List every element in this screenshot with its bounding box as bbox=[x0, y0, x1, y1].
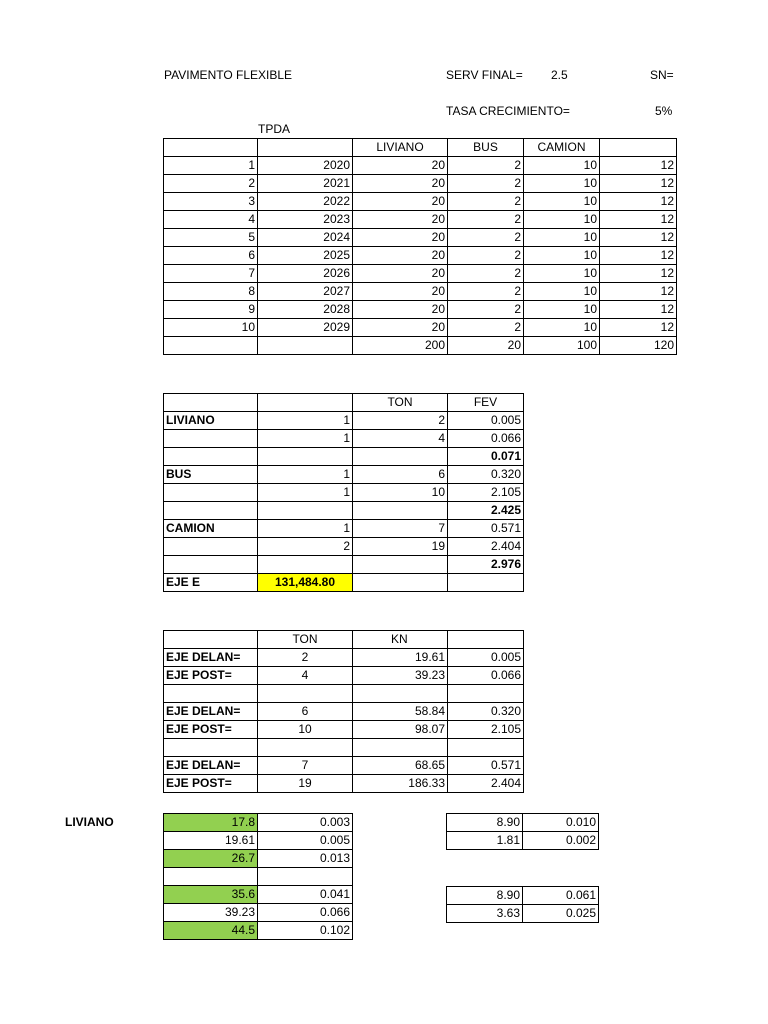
ejes-cell[interactable] bbox=[258, 685, 353, 703]
fev-cell[interactable] bbox=[353, 556, 448, 574]
fev-cell[interactable]: 19 bbox=[353, 538, 448, 556]
tpda-cell[interactable]: 10 bbox=[524, 283, 600, 301]
fev-header-cell[interactable] bbox=[164, 394, 258, 412]
tpda-cell[interactable]: 2 bbox=[448, 175, 524, 193]
liviano-cell-highlight[interactable]: 17.8 bbox=[164, 814, 258, 832]
tpda-header-bus[interactable]: BUS bbox=[448, 139, 524, 157]
fev-cell[interactable]: 0.066 bbox=[448, 430, 524, 448]
sheet-title: PAVIMENTO FLEXIBLE bbox=[164, 68, 293, 82]
liviano-left-table bbox=[163, 813, 353, 940]
fev-cell[interactable]: 1 bbox=[258, 430, 353, 448]
tpda-cell[interactable]: 10 bbox=[524, 175, 600, 193]
fev-vehicle-label[interactable] bbox=[164, 556, 258, 574]
tpda-cell[interactable]: 4 bbox=[164, 211, 258, 229]
tpda-total-cell[interactable] bbox=[164, 337, 258, 355]
fev-cell[interactable]: 0.005 bbox=[448, 412, 524, 430]
tpda-total-camion[interactable]: 100 bbox=[524, 337, 600, 355]
liviano-right-cell[interactable]: 0.010 bbox=[523, 814, 599, 832]
ejes-cell[interactable]: 2 bbox=[258, 649, 353, 667]
fev-cell[interactable]: 7 bbox=[353, 520, 448, 538]
ejes-cell[interactable]: 19 bbox=[258, 775, 353, 793]
liviano-cell-highlight[interactable]: 26.7 bbox=[164, 850, 258, 868]
tasa-crecimiento-value[interactable]: 5% bbox=[655, 104, 673, 118]
tpda-cell[interactable]: 20 bbox=[353, 319, 448, 337]
tpda-cell[interactable]: 12 bbox=[600, 319, 677, 337]
tpda-cell[interactable]: 2 bbox=[164, 175, 258, 193]
fev-cell[interactable]: 6 bbox=[353, 466, 448, 484]
tpda-cell[interactable]: 20 bbox=[353, 301, 448, 319]
tpda-label: TPDA bbox=[258, 122, 291, 136]
ejes-cell[interactable]: 19.61 bbox=[353, 649, 448, 667]
tpda-cell[interactable]: 8 bbox=[164, 283, 258, 301]
tpda-cell[interactable]: 2 bbox=[448, 211, 524, 229]
liviano-cell-highlight[interactable]: 44.5 bbox=[164, 922, 258, 940]
ejes-label[interactable]: EJE POST= bbox=[164, 775, 258, 793]
fev-cell[interactable] bbox=[448, 574, 524, 592]
tpda-cell[interactable]: 2 bbox=[448, 247, 524, 265]
tpda-header-liviano[interactable]: LIVIANO bbox=[353, 139, 448, 157]
tpda-cell[interactable]: 3 bbox=[164, 193, 258, 211]
tpda-header-cell[interactable] bbox=[600, 139, 677, 157]
ejes-label[interactable] bbox=[164, 685, 258, 703]
tpda-cell[interactable]: 10 bbox=[524, 193, 600, 211]
liviano-cell[interactable] bbox=[164, 868, 258, 886]
fev-cell[interactable] bbox=[258, 448, 353, 466]
ejes-cell[interactable] bbox=[448, 685, 524, 703]
eje-e-value[interactable]: 131,484.80 bbox=[258, 574, 353, 592]
ejes-header-kn[interactable]: KN bbox=[353, 631, 448, 649]
ejes-cell[interactable] bbox=[353, 685, 448, 703]
liviano-right-cell[interactable]: 8.90 bbox=[447, 814, 523, 832]
fev-subtotal[interactable]: 2.976 bbox=[448, 556, 524, 574]
serv-final-label: SERV FINAL= bbox=[446, 68, 523, 82]
ejes-cell[interactable]: 6 bbox=[258, 703, 353, 721]
tpda-cell[interactable]: 2023 bbox=[258, 211, 353, 229]
tpda-cell[interactable]: 12 bbox=[600, 301, 677, 319]
fev-subtotal[interactable]: 2.425 bbox=[448, 502, 524, 520]
ejes-cell[interactable] bbox=[353, 739, 448, 757]
fev-cell[interactable]: 10 bbox=[353, 484, 448, 502]
fev-cell[interactable] bbox=[353, 502, 448, 520]
fev-vehicle-label[interactable] bbox=[164, 484, 258, 502]
tpda-cell[interactable]: 12 bbox=[600, 211, 677, 229]
liviano-cell[interactable]: 0.066 bbox=[258, 904, 353, 922]
tpda-cell[interactable]: 2024 bbox=[258, 229, 353, 247]
tpda-cell[interactable]: 6 bbox=[164, 247, 258, 265]
liviano-right-top-table bbox=[446, 813, 599, 850]
ejes-label[interactable]: EJE DELAN= bbox=[164, 757, 258, 775]
tpda-cell[interactable]: 2022 bbox=[258, 193, 353, 211]
tpda-cell[interactable]: 2025 bbox=[258, 247, 353, 265]
liviano-cell[interactable]: 0.102 bbox=[258, 922, 353, 940]
tpda-cell[interactable]: 20 bbox=[353, 193, 448, 211]
fev-vehicle-label[interactable] bbox=[164, 538, 258, 556]
tpda-cell[interactable]: 10 bbox=[524, 211, 600, 229]
tpda-cell[interactable]: 5 bbox=[164, 229, 258, 247]
tpda-cell[interactable]: 10 bbox=[164, 319, 258, 337]
tpda-cell[interactable]: 7 bbox=[164, 265, 258, 283]
fev-header-cell[interactable] bbox=[258, 394, 353, 412]
liviano-cell[interactable]: 19.61 bbox=[164, 832, 258, 850]
fev-cell[interactable]: 4 bbox=[353, 430, 448, 448]
fev-cell[interactable]: 1 bbox=[258, 412, 353, 430]
tpda-cell[interactable]: 2027 bbox=[258, 283, 353, 301]
liviano-cell-highlight[interactable]: 35.6 bbox=[164, 886, 258, 904]
ejes-cell[interactable]: 39.23 bbox=[353, 667, 448, 685]
tpda-cell[interactable]: 20 bbox=[353, 211, 448, 229]
ejes-cell[interactable]: 98.07 bbox=[353, 721, 448, 739]
fev-vehicle-label[interactable]: LIVIANO bbox=[164, 412, 258, 430]
liviano-cell[interactable]: 0.013 bbox=[258, 850, 353, 868]
fev-table bbox=[163, 393, 524, 592]
fev-vehicle-label[interactable] bbox=[164, 430, 258, 448]
tpda-header-cell[interactable] bbox=[164, 139, 258, 157]
liviano-cell[interactable]: 0.041 bbox=[258, 886, 353, 904]
tpda-cell[interactable]: 2029 bbox=[258, 319, 353, 337]
fev-header-ton[interactable]: TON bbox=[353, 394, 448, 412]
tpda-cell[interactable]: 2 bbox=[448, 319, 524, 337]
tpda-total-cell[interactable] bbox=[258, 337, 353, 355]
tpda-cell[interactable]: 2 bbox=[448, 193, 524, 211]
tpda-total-all[interactable]: 120 bbox=[600, 337, 677, 355]
liviano-right-cell[interactable]: 0.002 bbox=[523, 832, 599, 850]
fev-subtotal[interactable]: 0.071 bbox=[448, 448, 524, 466]
tpda-cell[interactable]: 12 bbox=[600, 175, 677, 193]
fev-cell[interactable]: 1 bbox=[258, 520, 353, 538]
tpda-cell[interactable]: 12 bbox=[600, 247, 677, 265]
ejes-header-cell[interactable] bbox=[164, 631, 258, 649]
ejes-cell[interactable]: 0.571 bbox=[448, 757, 524, 775]
ejes-label[interactable]: EJE DELAN= bbox=[164, 703, 258, 721]
fev-vehicle-label[interactable] bbox=[164, 502, 258, 520]
fev-cell[interactable]: 2.105 bbox=[448, 484, 524, 502]
fev-header-fev[interactable]: FEV bbox=[448, 394, 524, 412]
ejes-cell[interactable]: 10 bbox=[258, 721, 353, 739]
tpda-cell[interactable]: 2 bbox=[448, 157, 524, 175]
ejes-label[interactable]: EJE POST= bbox=[164, 721, 258, 739]
liviano-cell[interactable]: 39.23 bbox=[164, 904, 258, 922]
liviano-cell[interactable]: 0.005 bbox=[258, 832, 353, 850]
tpda-cell[interactable]: 20 bbox=[353, 157, 448, 175]
tpda-total-bus[interactable]: 20 bbox=[448, 337, 524, 355]
ejes-label[interactable] bbox=[164, 739, 258, 757]
fev-cell[interactable]: 2 bbox=[353, 412, 448, 430]
tpda-cell[interactable]: 20 bbox=[353, 247, 448, 265]
ejes-cell[interactable]: 68.65 bbox=[353, 757, 448, 775]
liviano-section-label: LIVIANO bbox=[65, 815, 114, 829]
fev-cell[interactable]: 2 bbox=[258, 538, 353, 556]
fev-cell[interactable]: 1 bbox=[258, 466, 353, 484]
tpda-cell[interactable]: 20 bbox=[353, 283, 448, 301]
liviano-right-cell[interactable]: 3.63 bbox=[447, 905, 523, 923]
liviano-right-cell[interactable]: 8.90 bbox=[447, 887, 523, 905]
ejes-header-ton[interactable]: TON bbox=[258, 631, 353, 649]
fev-vehicle-label[interactable]: BUS bbox=[164, 466, 258, 484]
tpda-cell[interactable]: 10 bbox=[524, 265, 600, 283]
eje-e-label[interactable]: EJE E bbox=[164, 574, 258, 592]
tpda-cell[interactable]: 2020 bbox=[258, 157, 353, 175]
liviano-cell[interactable]: 0.003 bbox=[258, 814, 353, 832]
fev-cell[interactable]: 0.571 bbox=[448, 520, 524, 538]
fev-cell[interactable] bbox=[258, 502, 353, 520]
tpda-cell[interactable]: 2021 bbox=[258, 175, 353, 193]
fev-cell[interactable] bbox=[353, 448, 448, 466]
serv-final-value[interactable]: 2.5 bbox=[551, 68, 568, 82]
tpda-cell[interactable]: 12 bbox=[600, 283, 677, 301]
ejes-cell[interactable]: 7 bbox=[258, 757, 353, 775]
tpda-cell[interactable]: 12 bbox=[600, 265, 677, 283]
ejes-label[interactable]: EJE DELAN= bbox=[164, 649, 258, 667]
fev-cell[interactable]: 0.320 bbox=[448, 466, 524, 484]
ejes-cell[interactable]: 58.84 bbox=[353, 703, 448, 721]
ejes-cell[interactable]: 186.33 bbox=[353, 775, 448, 793]
ejes-cell[interactable]: 0.066 bbox=[448, 667, 524, 685]
fev-cell[interactable] bbox=[353, 574, 448, 592]
ejes-header-cell[interactable] bbox=[448, 631, 524, 649]
tpda-cell[interactable]: 20 bbox=[353, 229, 448, 247]
ejes-cell[interactable]: 2.404 bbox=[448, 775, 524, 793]
fev-cell[interactable] bbox=[258, 556, 353, 574]
tpda-cell[interactable]: 10 bbox=[524, 301, 600, 319]
sn-label: SN= bbox=[650, 68, 674, 82]
ejes-cell[interactable] bbox=[448, 739, 524, 757]
tpda-cell[interactable]: 2 bbox=[448, 301, 524, 319]
liviano-right-cell[interactable]: 0.025 bbox=[523, 905, 599, 923]
tpda-cell[interactable]: 2 bbox=[448, 229, 524, 247]
ejes-cell[interactable]: 4 bbox=[258, 667, 353, 685]
fev-vehicle-label[interactable]: CAMION bbox=[164, 520, 258, 538]
ejes-cell[interactable]: 0.005 bbox=[448, 649, 524, 667]
tpda-cell[interactable]: 10 bbox=[524, 229, 600, 247]
ejes-cell[interactable]: 0.320 bbox=[448, 703, 524, 721]
tpda-cell[interactable]: 12 bbox=[600, 157, 677, 175]
ejes-cell[interactable] bbox=[258, 739, 353, 757]
ejes-label[interactable]: EJE POST= bbox=[164, 667, 258, 685]
liviano-right-bottom-table bbox=[446, 886, 599, 923]
tpda-cell[interactable]: 10 bbox=[524, 319, 600, 337]
tpda-cell[interactable]: 12 bbox=[600, 193, 677, 211]
tpda-table bbox=[163, 138, 677, 355]
liviano-right-cell[interactable]: 1.81 bbox=[447, 832, 523, 850]
fev-cell[interactable]: 2.404 bbox=[448, 538, 524, 556]
tasa-crecimiento-label: TASA CRECIMIENTO= bbox=[446, 104, 570, 118]
liviano-cell[interactable] bbox=[258, 868, 353, 886]
tpda-header-camion[interactable]: CAMION bbox=[524, 139, 600, 157]
liviano-right-cell[interactable]: 0.061 bbox=[523, 887, 599, 905]
ejes-cell[interactable]: 2.105 bbox=[448, 721, 524, 739]
fev-vehicle-label[interactable] bbox=[164, 448, 258, 466]
tpda-cell[interactable]: 9 bbox=[164, 301, 258, 319]
tpda-cell[interactable]: 12 bbox=[600, 229, 677, 247]
fev-cell[interactable]: 1 bbox=[258, 484, 353, 502]
ejes-table bbox=[163, 630, 524, 793]
tpda-cell[interactable]: 1 bbox=[164, 157, 258, 175]
tpda-cell[interactable]: 2 bbox=[448, 265, 524, 283]
tpda-cell[interactable]: 10 bbox=[524, 157, 600, 175]
tpda-total-liviano[interactable]: 200 bbox=[353, 337, 448, 355]
tpda-cell[interactable]: 20 bbox=[353, 265, 448, 283]
tpda-cell[interactable]: 2028 bbox=[258, 301, 353, 319]
tpda-cell[interactable]: 2026 bbox=[258, 265, 353, 283]
tpda-header-cell[interactable] bbox=[258, 139, 353, 157]
tpda-cell[interactable]: 20 bbox=[353, 175, 448, 193]
tpda-cell[interactable]: 10 bbox=[524, 247, 600, 265]
tpda-cell[interactable]: 2 bbox=[448, 283, 524, 301]
